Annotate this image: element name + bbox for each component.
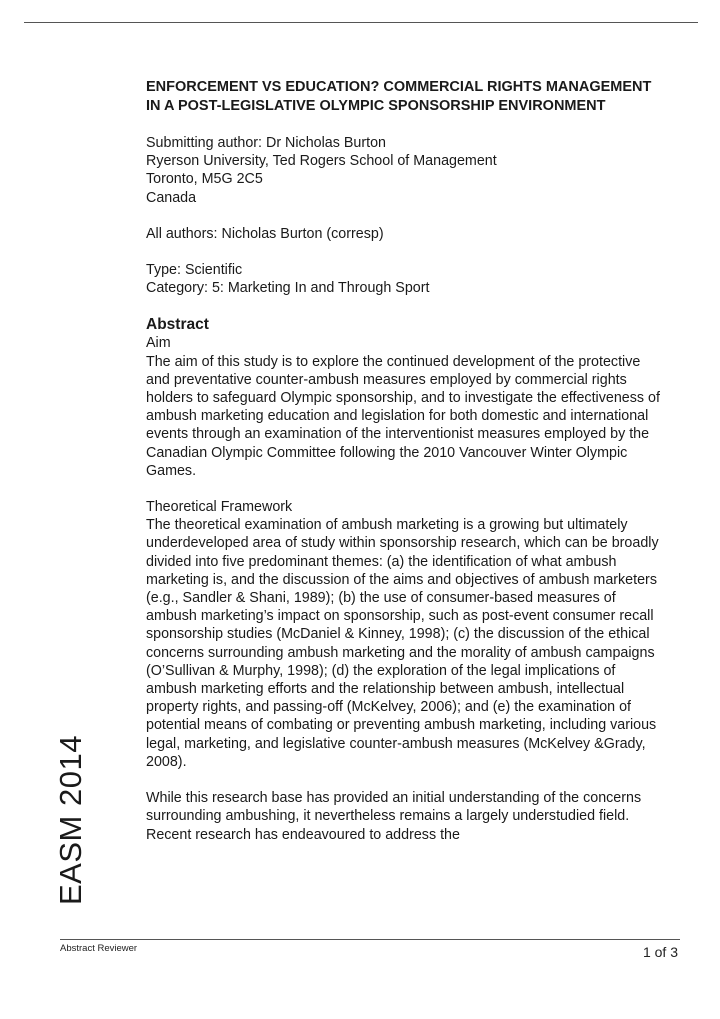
- paper-type: Type: Scientific: [146, 262, 243, 279]
- all-authors-block: [146, 225, 666, 243]
- city: Toronto, M5G 2C5: [146, 171, 263, 188]
- paper-category: Category: 5: Marketing In and Through Sport: [146, 280, 430, 297]
- continuation-paragraph: While this research base has provided an initial understanding of the concerns surrounding ambushing, it nevertheless remains a largely understudied field. Recent research has endeavoured to address the: [146, 790, 642, 843]
- abstract-heading: Abstract: [146, 316, 209, 334]
- footer-reviewer-label: Abstract Reviewer: [60, 943, 138, 954]
- submitting-author: Submitting author: Dr Nicholas Burton: [146, 135, 386, 151]
- header-rule: [24, 22, 698, 23]
- page-number: 1 of 3: [642, 944, 678, 960]
- conference-side-label: EASM 2014: [53, 735, 88, 905]
- type-category-block: [146, 261, 666, 297]
- framework-heading: Theoretical Framework: [146, 499, 293, 516]
- document-body: [146, 78, 666, 844]
- framework-paragraph: The theoretical examination of ambush marketing is a growing but ultimately underdeveloped area of study within sponsorship research, which can be broadly divided into five predominant themes: (a) the identification of what ambush marketing is, and the discussion of the aims and objectives of ambush marketers (e.g., Sandler & Shani, 1989); (b) the use of consumer-based measures of ambush marketing’s impact on sponsorship, such as post-event consumer recall sponsorship studies (McDaniel & Kinney, 1998); (c) the discussion of the ethical concerns surrounding ambush marketing and the morality of ambush campaigns (O’Sullivan & Murphy, 1998); (d) the exploration of the legal implications of ambush marketing efforts and the relationship between ambush, intellectual property rights, and passing-off (McKelvey, 2006); and (e) the examination of potential means of combating or preventing ambush marketing, including various legal, marketing, and legislative counter-ambush measures (McKelvey &Grady, 2008).: [146, 517, 659, 770]
- country: Canada: [146, 189, 197, 206]
- aim-heading: Aim: [146, 335, 171, 352]
- institution: Ryerson University, Ted Rogers School of Management: [146, 153, 497, 170]
- all-authors: All authors: Nicholas Burton (corresp): [146, 225, 384, 242]
- paper-title: ENFORCEMENT VS EDUCATION? COMMERCIAL RIGHTS MANAGEMENT IN A POST-LEGISLATIVE OLYMPIC SPONSORSHIP ENVIRONMENT: [146, 79, 652, 114]
- footer-rule: [60, 939, 680, 940]
- aim-paragraph: The aim of this study is to explore the continued development of the protective and preventative counter-ambush measures employed by commercial rights holders to safeguard Olympic sponsorship, and to investigate the effectiveness of ambush marketing education and legislation for both domestic and international events through an examination of the interventionist measures employed by the Canadian Olympic Committee following the 2010 Vancouver Winter Olympic Games.: [146, 353, 660, 479]
- submitting-author-block: [146, 134, 666, 207]
